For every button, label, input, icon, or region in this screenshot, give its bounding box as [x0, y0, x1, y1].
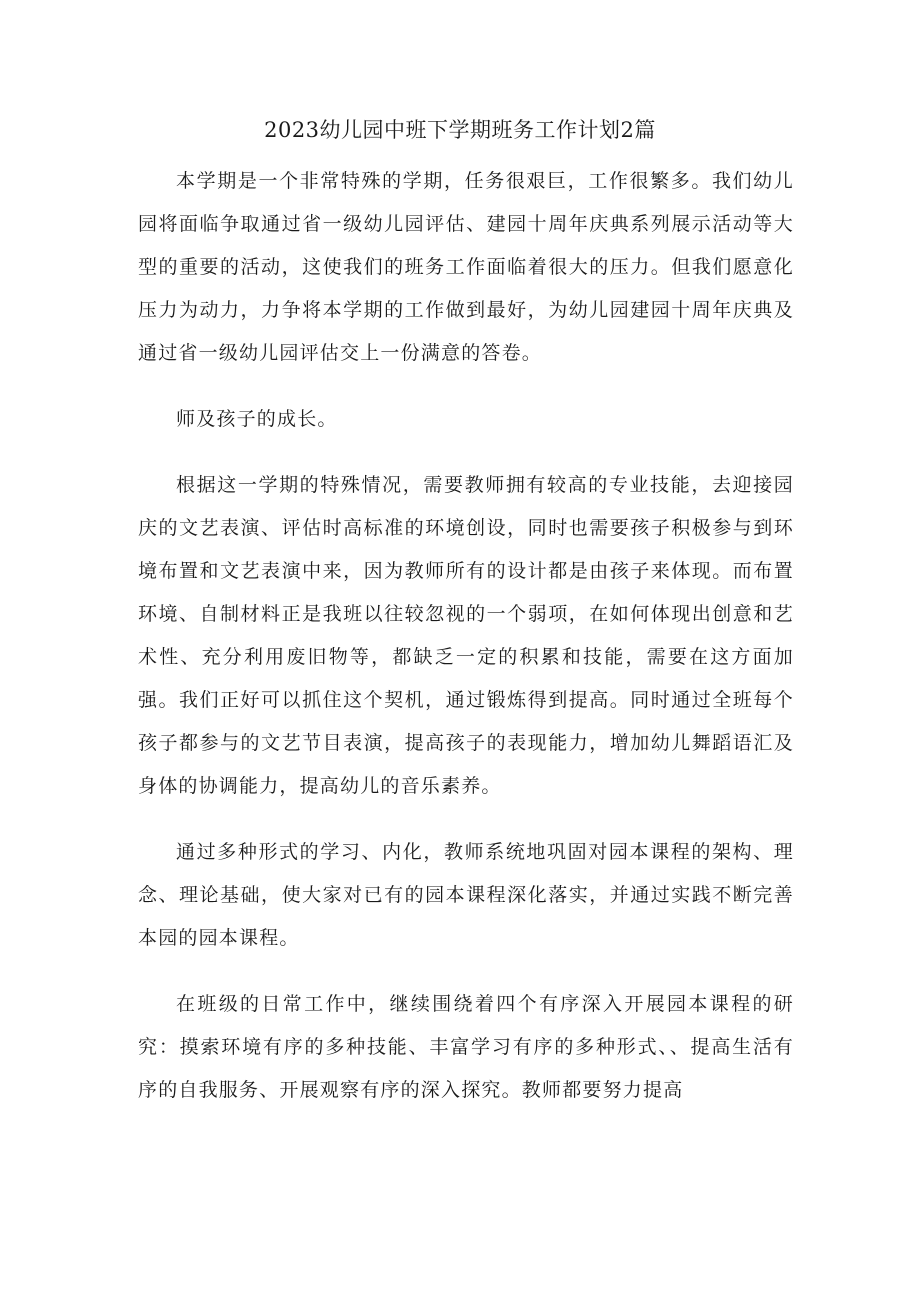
paragraph-growth: 师及孩子的成长。: [176, 408, 338, 430]
paragraph-curriculum: 通过多种形式的学习、内化，教师系统地巩固对园本课程的架构、理念、理论基础，使大家对已有的园本课程深化落实，并通过实践不断完善本园的园本课程。: [138, 841, 794, 949]
document-title: 2023幼儿园中班下学期班务工作计划2篇: [264, 118, 656, 142]
paragraph-daily-work: 在班级的日常工作中，继续围绕着四个有序深入开展园本课程的研究：摸索环境有序的多种技能、丰富学习有序的多种形式、、提高生活有序的自我服务、开展观察有序的深入探究。教师都要努力提高: [138, 993, 794, 1101]
paragraph-intro: 本学期是一个非常特殊的学期，任务很艰巨，工作很繁多。我们幼儿园将面临争取通过省一级幼儿园评估、建园十周年庆典系列展示活动等大型的重要的活动，这使我们的班务工作面临着很大的压力。但我们愿意化压力为动力，力争将本学期的工作做到最好，为幼儿园建园十周年庆典及通过省一级幼儿园评估交上一份满意的答卷。: [138, 170, 794, 364]
document-body: [138, 160, 794, 1135]
paragraph-skills: 根据这一学期的特殊情况，需要教师拥有较高的专业技能，去迎接园庆的文艺表演、评估时高标准的环境创设，同时也需要孩子积极参与到环境布置和文艺表演中来，因为教师所有的设计都是由孩子来体现。而布置环境、自制材料正是我班以往较忽视的一个弱项，在如何体现出创意和艺术性、充分利用废旧物等，都缺乏一定的积累和技能，需要在这方面加强。我们正好可以抓住这个契机，通过锻炼得到提高。同时通过全班每个孩子都参与的文艺节目表演，提高孩子的表现能力，增加幼儿舞蹈语汇及身体的协调能力，提高幼儿的音乐素养。: [138, 474, 794, 797]
